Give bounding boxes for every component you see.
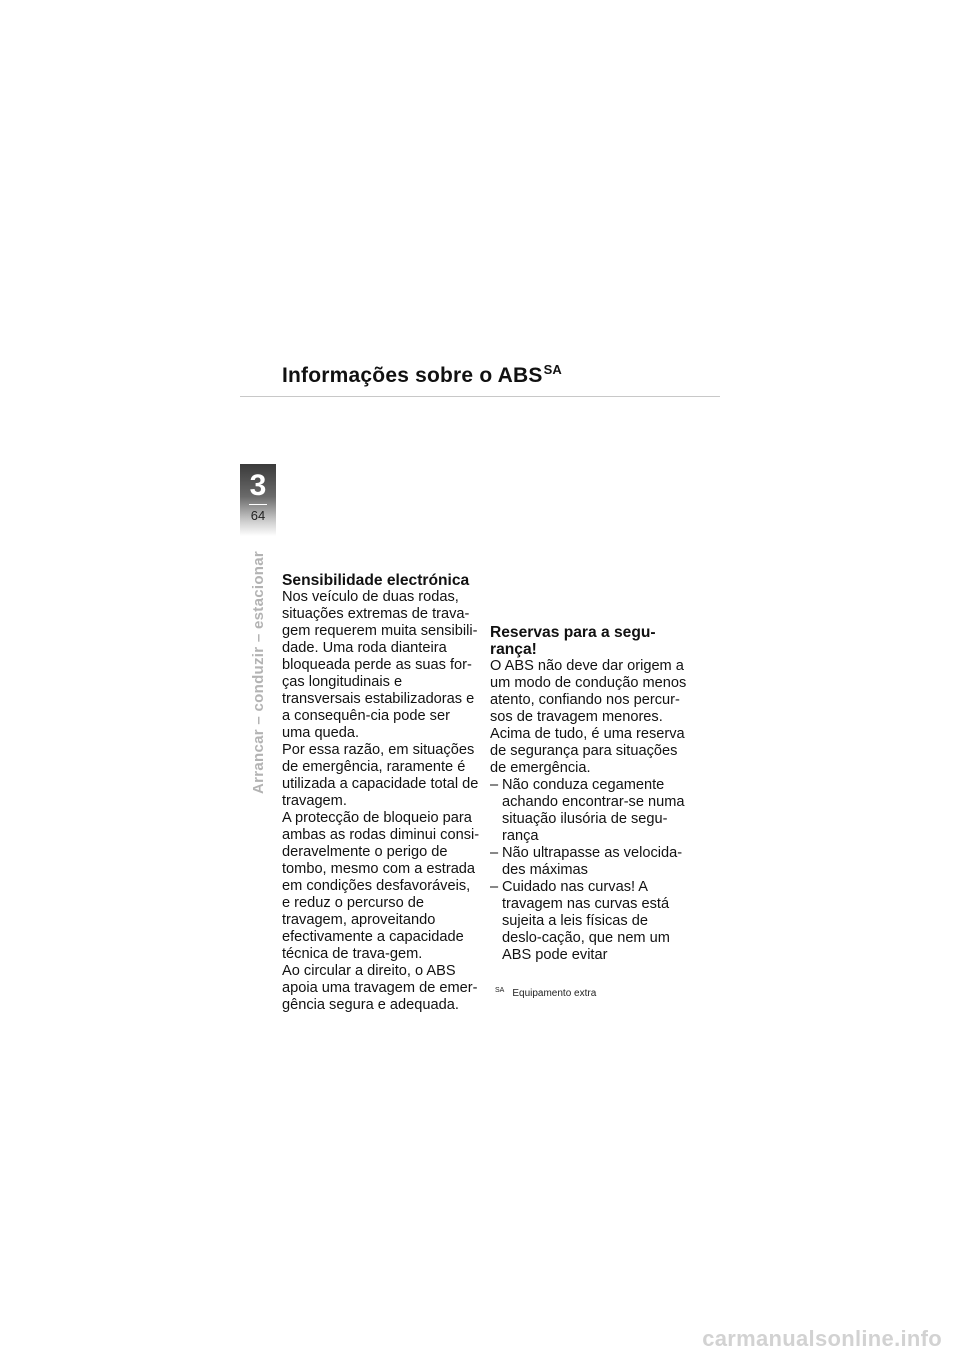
footnote bbox=[495, 987, 596, 999]
chapter-side-label: Arrancar – conduzir – estacionar bbox=[250, 550, 267, 794]
chapter-number: 3 bbox=[249, 469, 267, 502]
list-item bbox=[490, 777, 690, 845]
section-heading-safety: Reservas para a segu-rança! bbox=[490, 624, 656, 658]
chapter-divider bbox=[249, 504, 267, 505]
title-divider bbox=[240, 396, 720, 397]
list-item bbox=[490, 845, 690, 879]
section-heading-sensitivity: Sensibilidade electrónica bbox=[282, 572, 470, 589]
watermark: carmanualsonline.info bbox=[702, 1326, 942, 1351]
dash-bullet: – bbox=[490, 777, 499, 793]
right-column bbox=[490, 624, 690, 964]
footnote-mark: SA bbox=[495, 987, 505, 994]
paragraph: O ABS não deve dar origem a um modo de condução menos atento, confiando nos percur-sos de travagem menores. bbox=[490, 658, 687, 725]
paragraph: Por essa razão, em situações de emergência, raramente é utilizada a capacidade total de travagem. bbox=[282, 742, 479, 809]
list-item-text: Não ultrapasse as velocida-des máximas bbox=[502, 845, 683, 878]
paragraph: Nos veículo de duas rodas, situações extremas de trava-gem requerem muita sensibili-dade. Uma roda dianteira bloqueada perde as suas for-ças longitudinais e transversais estabilizadoras e a consequên-cia pode ser uma queda. bbox=[282, 589, 478, 741]
page-title bbox=[282, 362, 562, 388]
paragraph: Acima de tudo, é uma reserva de segurança para situações de emergência. bbox=[490, 726, 685, 776]
page-number: 64 bbox=[250, 508, 266, 523]
dash-bullet: – bbox=[490, 879, 499, 895]
footnote-text: Equipamento extra bbox=[512, 988, 597, 999]
list-item bbox=[490, 879, 690, 964]
dash-bullet: – bbox=[490, 845, 499, 861]
list-item-text: Não conduza cegamente achando encontrar-se numa situação ilusória de segu-rança bbox=[502, 777, 685, 844]
list-item-text: Cuidado nas curvas! A travagem nas curvas está sujeita a leis físicas de deslo-cação, que nem um ABS pode evitar bbox=[502, 879, 670, 963]
page-title-text: Informações sobre o ABS bbox=[282, 364, 543, 387]
paragraph: Ao circular a direito, o ABS apoia uma travagem de emer-gência segura e adequada. bbox=[282, 963, 478, 1013]
chapter-tab bbox=[240, 464, 276, 536]
title-superscript: SA bbox=[543, 362, 563, 377]
safety-list bbox=[490, 777, 690, 964]
paragraph: A protecção de bloqueio para ambas as rodas diminui consi-deravelmente o perigo de tombo, mesmo com a estrada em condições desfavoráveis, e reduz o percurso de travagem, aproveitando efectivamente a capacidade técnica de trava-gem. bbox=[282, 810, 480, 962]
left-column bbox=[282, 572, 482, 1014]
